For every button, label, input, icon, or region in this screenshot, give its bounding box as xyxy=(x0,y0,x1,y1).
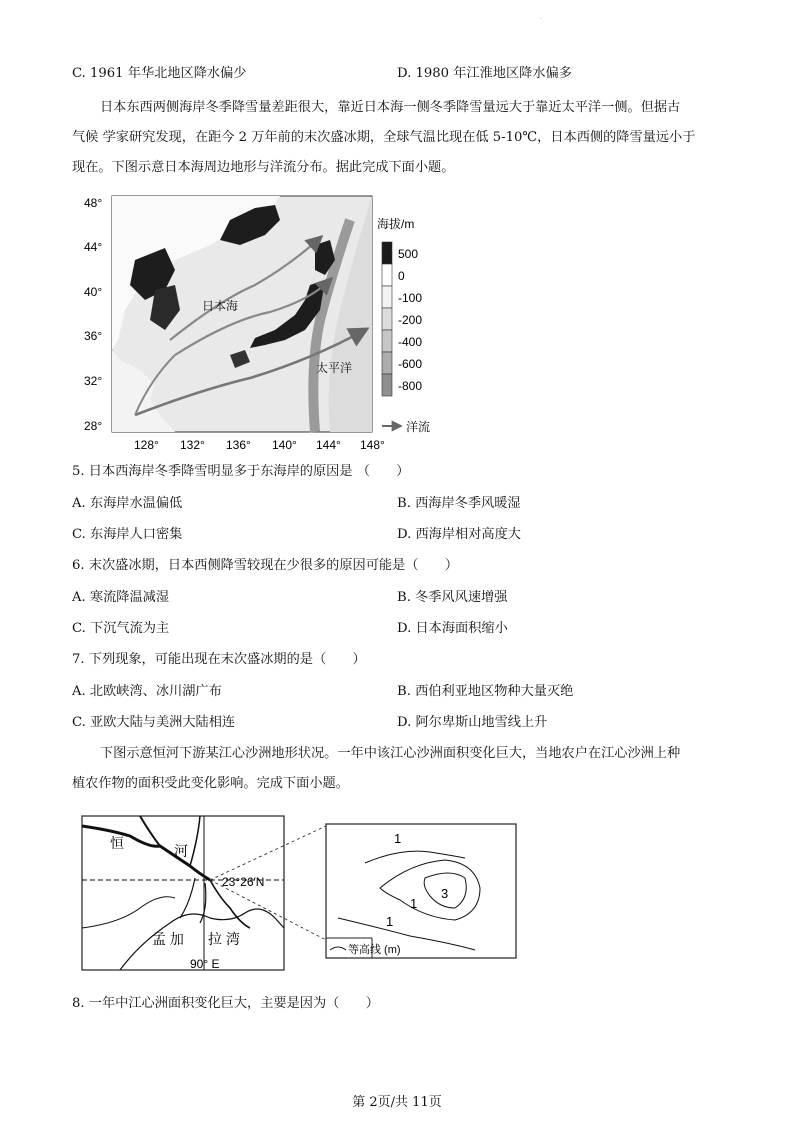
legend-500: 500 xyxy=(398,247,419,261)
legend-minus800: -800 xyxy=(398,379,423,393)
lat-32: 32° xyxy=(84,374,103,388)
label-lawan: 拉 湾 xyxy=(208,931,240,947)
current-legend-label: 洋流 xyxy=(406,420,431,434)
option-d-prev: D. 1980 年江淮地区降水偏多 xyxy=(397,66,572,81)
lon-136: 136° xyxy=(226,438,251,452)
ganges-island-map xyxy=(80,808,520,976)
lat-48: 48° xyxy=(84,196,103,210)
q6-option-d[interactable]: D. 日本海面积缩小 xyxy=(397,621,508,636)
legend-swatch-100 xyxy=(382,286,392,308)
q5-option-d[interactable]: D. 西海岸相对高度大 xyxy=(397,527,521,542)
q6-stem: 6. 末次盛冰期，日本西侧降雪较现在少很多的原因可能是（ ） xyxy=(72,558,459,573)
q6-option-c[interactable]: C. 下沉气流为主 xyxy=(72,621,170,636)
lon-148: 148° xyxy=(360,438,385,452)
legend-swatch-200 xyxy=(382,308,392,330)
q7-option-a[interactable]: A. 北欧峡湾、冰川湖广布 xyxy=(72,684,222,699)
q7-option-b[interactable]: B. 西伯利亚地区物种大量灭绝 xyxy=(397,684,574,699)
lon-128: 128° xyxy=(134,438,159,452)
legend-swatch-0 xyxy=(382,264,392,286)
passage2-line1: 下图示意恒河下游某江心沙洲地形状况。一年中该江心沙洲面积变化巨大，当地农户在江心沙洲上种 xyxy=(100,746,681,761)
sea-japan-label: 日本海 xyxy=(202,299,239,313)
lon-140: 140° xyxy=(272,438,297,452)
q5-option-a[interactable]: A. 东海岸水温偏低 xyxy=(72,496,183,511)
contour-label-1c: 1 xyxy=(386,914,394,929)
legend-minus600: -600 xyxy=(398,357,423,371)
q5-stem: 5. 日本西海岸冬季降雪明显多于东海岸的原因是 （ ） xyxy=(72,464,410,479)
legend-swatch-400 xyxy=(382,330,392,352)
elevation-legend xyxy=(382,242,422,396)
passage2-line2: 植农作物的面积受此变化影响。完成下面小题。 xyxy=(72,776,349,791)
contour-label-1a: 1 xyxy=(394,831,402,846)
q5-option-c[interactable]: C. 东海岸人口密集 xyxy=(72,527,183,542)
legend-minus200: -200 xyxy=(398,313,423,327)
q8-stem: 8. 一年中江心洲面积变化巨大，主要是因为（ ） xyxy=(72,996,379,1011)
legend-swatch-800 xyxy=(382,374,392,396)
legend-0: 0 xyxy=(398,269,405,283)
lat-44: 44° xyxy=(84,240,103,254)
lat-28: 28° xyxy=(84,419,103,433)
label-latitude: 23°26′N xyxy=(222,875,265,889)
passage1-line3: 现在。下图示意日本海周边地形与洋流分布。据此完成下面小题。 xyxy=(72,160,455,175)
legend-swatch-500 xyxy=(382,242,392,264)
legend-minus400: -400 xyxy=(398,335,423,349)
q7-stem: 7. 下列现象，可能出现在末次盛冰期的是（ ） xyxy=(72,652,366,667)
legend-contour-label: 等高线 (m) xyxy=(348,944,401,956)
q7-option-d[interactable]: D. 阿尔卑斯山地雪线上升 xyxy=(397,715,548,730)
label-longitude: 90° E xyxy=(190,957,220,971)
lat-36: 36° xyxy=(84,329,103,343)
legend-minus100: -100 xyxy=(398,291,423,305)
q6-option-a[interactable]: A. 寒流降温减湿 xyxy=(72,590,170,605)
q7-option-c[interactable]: C. 亚欧大陆与美洲大陆相连 xyxy=(72,715,236,730)
passage1-line1: 日本东西两侧海岸冬季降雪量差距很大，靠近日本海一侧冬季降雪量远大于靠近太平洋一侧。但据古 xyxy=(100,100,681,115)
page-mark: . xyxy=(540,14,542,21)
lon-144: 144° xyxy=(316,438,341,452)
legend-swatch-600 xyxy=(382,352,392,374)
label-he: 河 xyxy=(174,843,188,859)
japan-sea-map xyxy=(80,190,440,455)
sea-pacific-label: 太平洋 xyxy=(316,361,353,375)
option-c-prev: C. 1961 年华北地区降水偏少 xyxy=(72,66,247,81)
label-heng: 恒 xyxy=(110,835,124,851)
page-footer: 第 2页/共 11页 xyxy=(352,1095,442,1110)
legend-title: 海拔/m xyxy=(377,217,415,231)
passage1-line2: 气候 学家研究发现，在距今 2 万年前的末次盛冰期，全球气温比现在低 5-10℃，日本西侧的降雪量远小于 xyxy=(72,130,696,145)
lon-132: 132° xyxy=(180,438,205,452)
lat-40: 40° xyxy=(84,285,103,299)
q5-option-b[interactable]: B. 西海岸冬季风暖湿 xyxy=(397,496,521,511)
contour-label-3: 3 xyxy=(441,886,449,901)
q6-option-b[interactable]: B. 冬季风风速增强 xyxy=(397,590,508,605)
contour-label-1b: 1 xyxy=(410,896,418,911)
label-mengjia: 孟 加 xyxy=(152,931,184,947)
